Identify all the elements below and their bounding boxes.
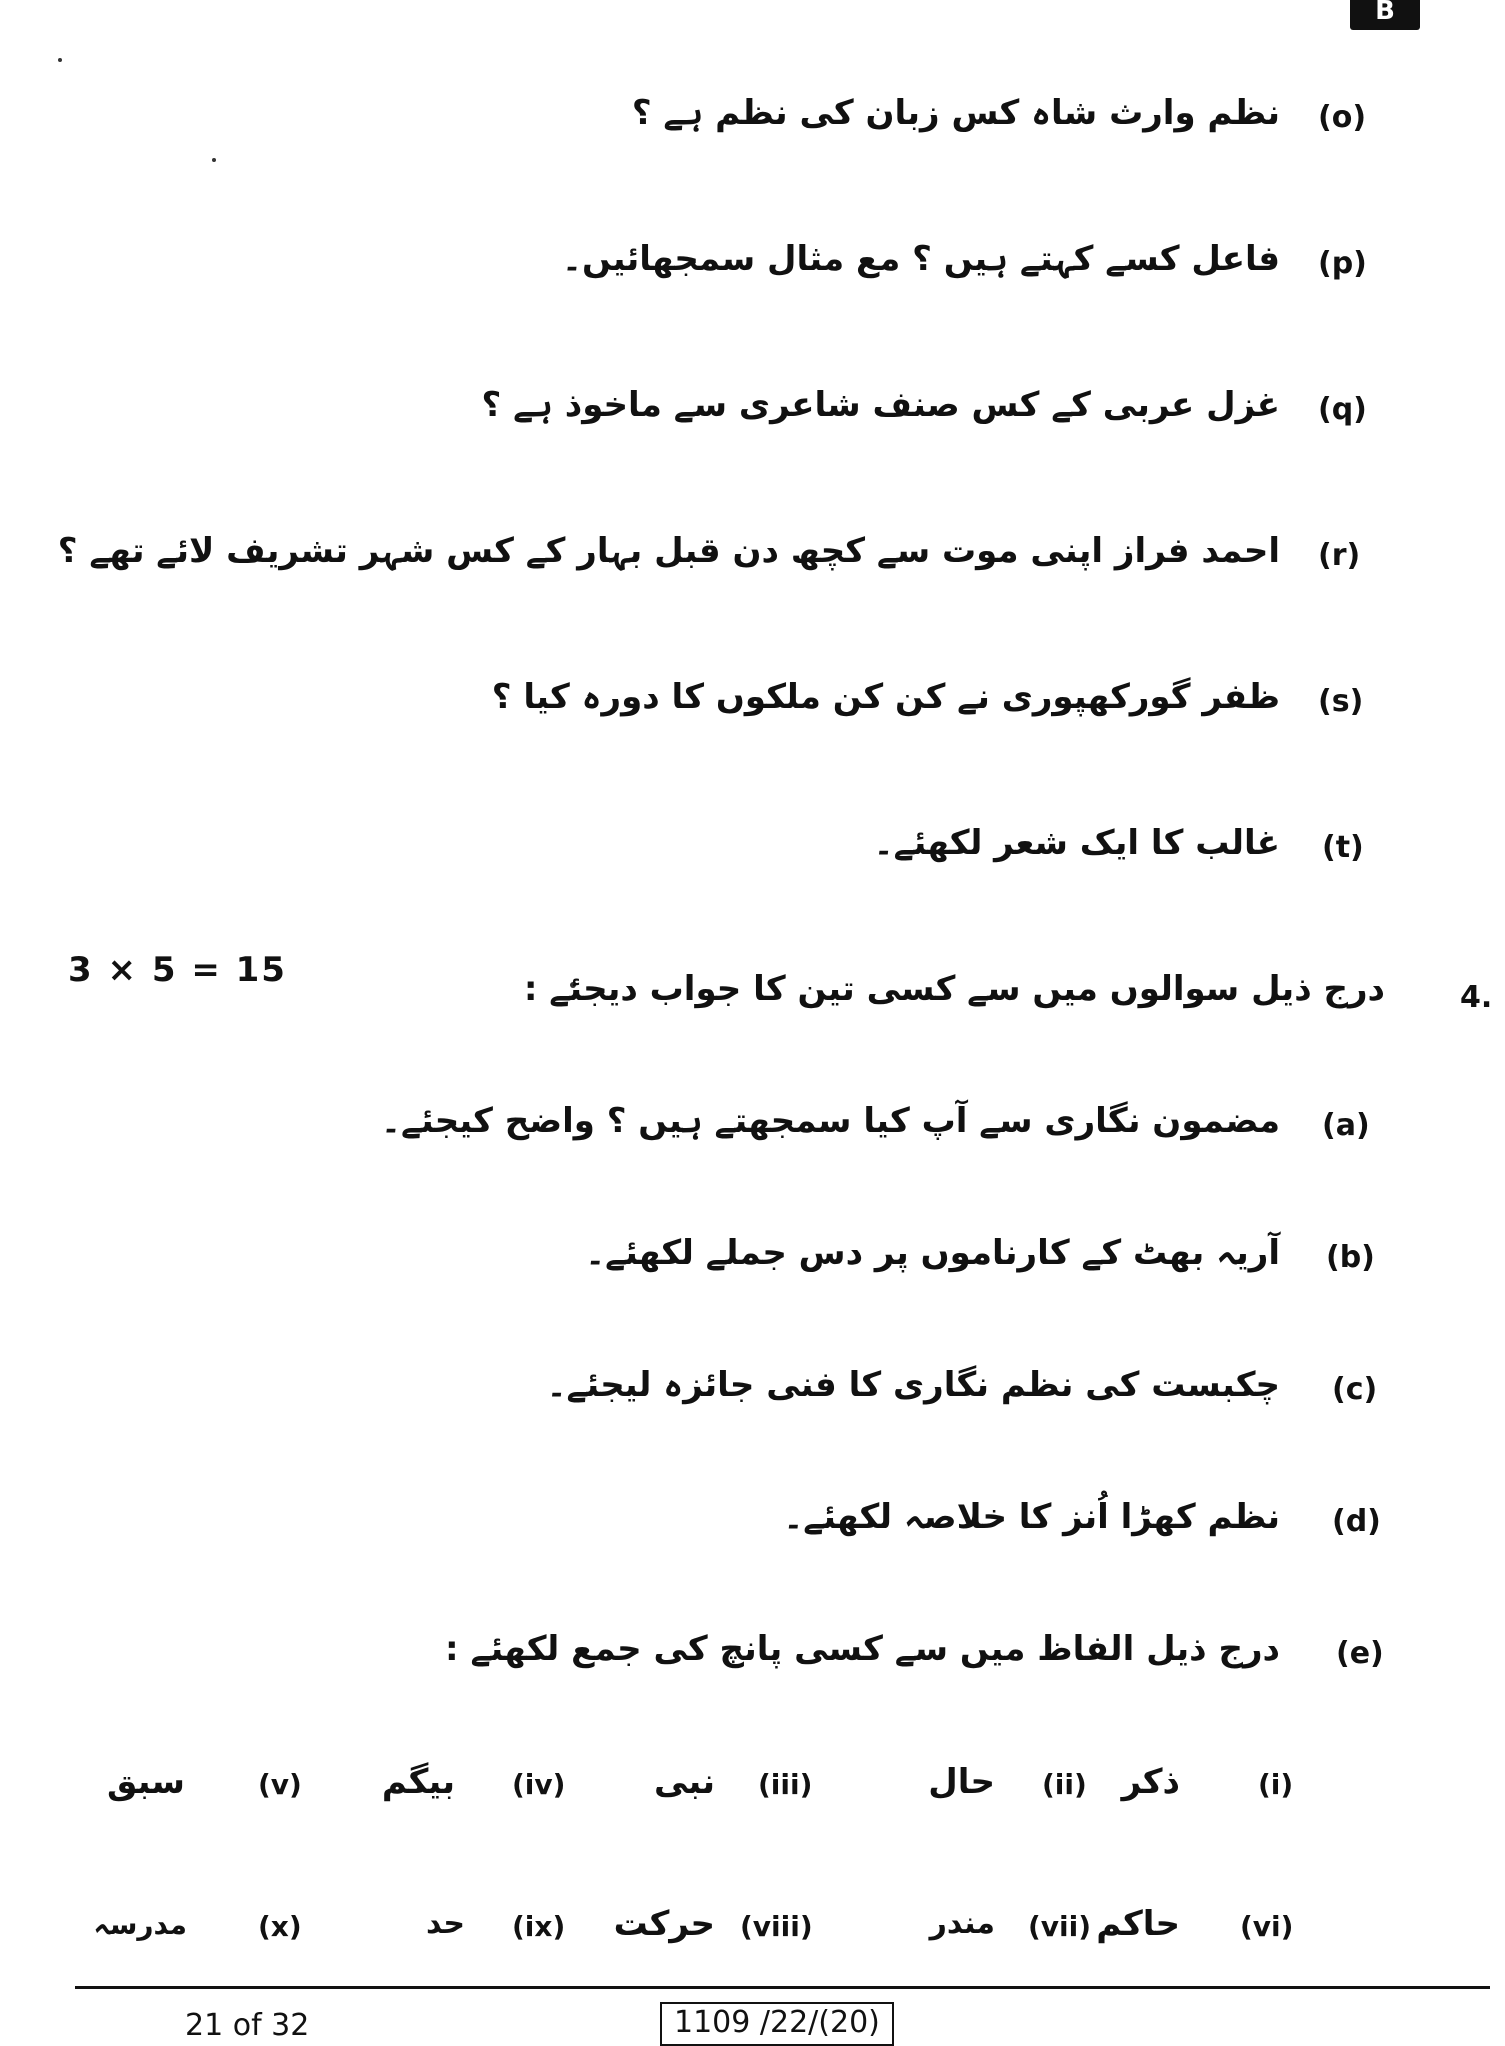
word-label: (iv) xyxy=(512,1768,566,1801)
question-item xyxy=(0,92,1505,162)
word-item: مندر xyxy=(929,1906,995,1941)
question-item xyxy=(0,1496,1505,1566)
question-label: (r) xyxy=(1318,538,1361,573)
footer-rule xyxy=(75,1986,1490,1989)
question-text: فاعل کسے کہتے ہیں ؟ مع مثال سمجھائیں۔ xyxy=(562,239,1280,279)
question-text: غالب کا ایک شعر لکھئے۔ xyxy=(873,823,1280,863)
question-item xyxy=(0,238,1505,308)
word-item: حرکت xyxy=(613,1904,715,1944)
question-instruction: درج ذیل سوالوں میں سے کسی تین کا جواب دیجئے : xyxy=(523,969,1385,1009)
question-label: (b) xyxy=(1326,1240,1375,1275)
question-label: (d) xyxy=(1332,1504,1381,1539)
question-label: (o) xyxy=(1318,100,1367,135)
question-label: (t) xyxy=(1322,830,1364,865)
paper-code: 1109 /22/(20) xyxy=(660,2002,894,2046)
question-item xyxy=(0,822,1505,892)
word-item: نبی xyxy=(653,1762,715,1802)
page-indicator: 21 of 32 xyxy=(185,2008,310,2043)
question-label: (s) xyxy=(1318,684,1364,719)
question-item xyxy=(0,1100,1505,1170)
question-text: غزل عربی کے کس صنف شاعری سے ماخوذ ہے ؟ xyxy=(481,385,1280,425)
question-label: (q) xyxy=(1318,392,1367,427)
question-text: مضمون نگاری سے آپ کیا سمجھتے ہیں ؟ واضح کیجئے۔ xyxy=(381,1101,1280,1141)
word-item: مدرسہ xyxy=(93,1908,187,1941)
word-label: (vii) xyxy=(1028,1910,1092,1943)
question-number: 4. xyxy=(1460,980,1493,1015)
question-text: نظم وارث شاہ کس زبان کی نظم ہے ؟ xyxy=(631,93,1280,133)
question-text: چکبست کی نظم نگاری کا فنی جائزہ لیجئے۔ xyxy=(546,1365,1280,1405)
word-label: (v) xyxy=(258,1768,302,1801)
question-text: آریہ بھٹ کے کارناموں پر دس جملے لکھئے۔ xyxy=(585,1233,1280,1273)
question-instruction-row xyxy=(0,968,1505,1038)
word-label: (i) xyxy=(1258,1768,1294,1801)
word-label: (vi) xyxy=(1240,1910,1294,1943)
word-item: حاکم xyxy=(1096,1904,1180,1944)
word-label: (viii) xyxy=(740,1910,813,1943)
word-label: (ix) xyxy=(512,1910,566,1943)
question-text: ظفر گورکھپوری نے کن کن ملکوں کا دورہ کیا ؟ xyxy=(491,677,1280,717)
corner-badge: B xyxy=(1350,0,1420,30)
question-text: درج ذیل الفاظ میں سے کسی پانچ کی جمع لکھئے : xyxy=(445,1629,1280,1669)
question-label: (p) xyxy=(1318,246,1367,281)
word-item: حد xyxy=(426,1906,465,1941)
word-label: (ii) xyxy=(1042,1768,1087,1801)
question-text: احمد فراز اپنی موت سے کچھ دن قبل بہار کے کس شہر تشریف لائے تھے ؟ xyxy=(57,531,1280,571)
question-label: (c) xyxy=(1332,1372,1378,1407)
question-item xyxy=(0,384,1505,454)
word-item: ذکر xyxy=(1121,1762,1180,1802)
question-marks: 3 × 5 = 15 xyxy=(68,950,287,990)
question-item xyxy=(0,676,1505,746)
question-text: نظم کھڑا اُنز کا خلاصہ لکھئے۔ xyxy=(783,1497,1280,1537)
question-label: (a) xyxy=(1322,1108,1370,1143)
question-item xyxy=(0,1232,1505,1302)
question-label: (e) xyxy=(1336,1636,1384,1671)
word-label: (x) xyxy=(258,1910,302,1943)
word-item: سبق xyxy=(107,1762,185,1802)
word-item: حال xyxy=(928,1762,995,1802)
question-item xyxy=(0,530,1505,600)
word-label: (iii) xyxy=(758,1768,813,1801)
scan-speck xyxy=(58,58,62,62)
question-item xyxy=(0,1628,1505,1698)
question-item xyxy=(0,1364,1505,1434)
word-item: بیگم xyxy=(381,1762,455,1802)
